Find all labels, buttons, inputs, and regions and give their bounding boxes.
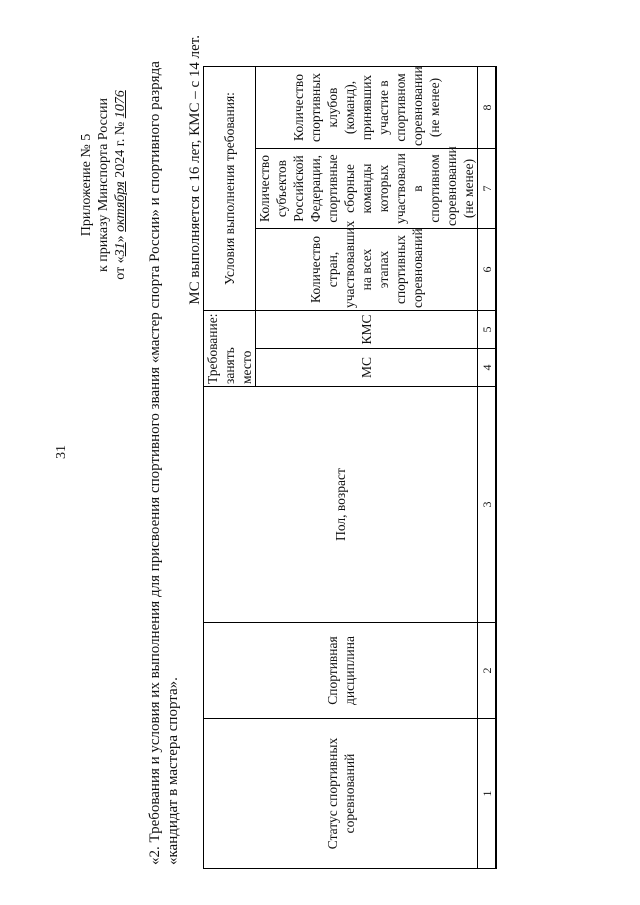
col-number-1: 1 xyxy=(478,719,496,869)
header-regions: Количество субъектов Российской Федерации, спортивные сборные команды которых участвовали в спортивном соревновании (не менее) xyxy=(256,149,478,229)
order-number: 1076 xyxy=(113,90,128,119)
header-sex-age: Пол, возраст xyxy=(204,387,478,623)
col-number-7: 7 xyxy=(478,149,496,229)
col-number-5: 5 xyxy=(478,311,496,349)
page-number: 31 xyxy=(54,445,69,459)
header-kms: КМС xyxy=(256,311,478,349)
header-clubs: Количество спортивных клубов (команд), принявших участие в спортивном соревновании (не менее) xyxy=(256,67,478,149)
intro-paragraph: «2. Требования и условия их выполнения для присвоения спортивного звания «мастер спорта России» и спортивного разряда «кандидат в мастера спорта». xyxy=(147,61,181,865)
appendix-order-ref: к приказу Минспорта России xyxy=(96,98,111,272)
date-year: 2024 г. № xyxy=(113,121,128,178)
col-number-8: 8 xyxy=(478,67,496,149)
table-cell xyxy=(496,311,497,349)
header-countries: Количество стран, участвовавших на всех этапах спортивных соревнований xyxy=(256,229,478,311)
col-number-4: 4 xyxy=(478,349,496,387)
date-mid: » xyxy=(113,235,128,243)
table-cell xyxy=(496,349,497,387)
table-cell xyxy=(496,719,497,869)
date-day: 31 xyxy=(113,242,128,257)
header-discipline: Спортивная дисциплина xyxy=(204,623,478,719)
header-requirement: Требование: занять место xyxy=(204,311,256,387)
header-conditions: Условия выполнения требования: xyxy=(204,67,256,311)
header-ms: МС xyxy=(256,349,478,387)
col-number-6: 6 xyxy=(478,229,496,311)
table-cell xyxy=(496,623,497,719)
table-cell xyxy=(496,229,497,311)
appendix-title: Приложение № 5 xyxy=(79,133,94,237)
table-cell xyxy=(496,387,497,623)
table-cell xyxy=(496,67,497,149)
appendix-date-line xyxy=(112,25,129,345)
col-number-3: 3 xyxy=(478,387,496,623)
age-note: МС выполняется с 16 лет, КМС – с 14 лет. xyxy=(187,35,203,305)
col-number-2: 2 xyxy=(478,623,496,719)
requirements-table xyxy=(203,66,497,869)
table-cell xyxy=(496,149,497,229)
header-status: Статус спортивных соревнований xyxy=(204,719,478,869)
date-month: октября xyxy=(113,181,128,232)
appendix-header xyxy=(78,25,129,345)
date-prefix: от « xyxy=(113,256,128,280)
